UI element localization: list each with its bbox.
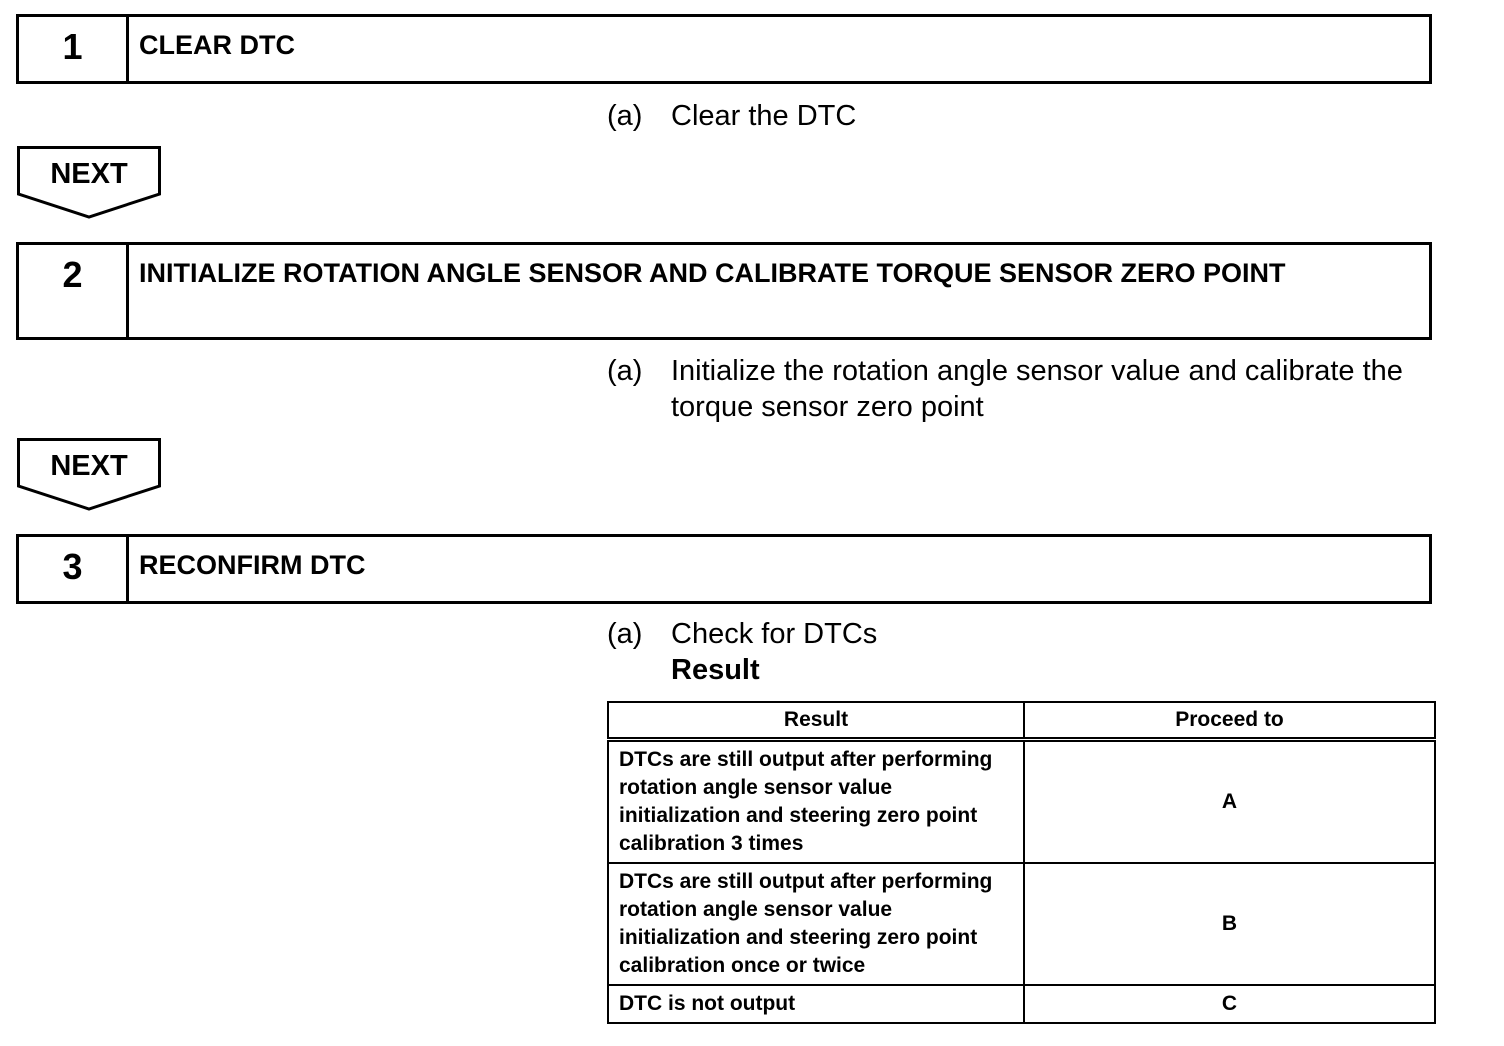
result-cell: DTC is not output	[608, 985, 1024, 1023]
table-row	[608, 863, 1435, 985]
next-label: NEXT	[50, 450, 128, 482]
instruction-label: (a)	[607, 100, 643, 132]
result-table	[607, 701, 1436, 1024]
step-1-header	[16, 14, 1432, 84]
column-header-proceed: Proceed to	[1024, 702, 1435, 740]
step-title: INITIALIZE ROTATION ANGLE SENSOR AND CALIBRATE TORQUE SENSOR ZERO POINT	[139, 258, 1286, 288]
proceed-cell: B	[1024, 863, 1435, 985]
result-cell: DTCs are still output after performing rotation angle sensor value initialization and steering zero point calibration once or twice	[608, 863, 1024, 985]
step-number: 2	[19, 245, 129, 337]
next-label: NEXT	[50, 158, 128, 190]
result-cell: DTCs are still output after performing rotation angle sensor value initialization and steering zero point calibration 3 times	[608, 740, 1024, 864]
instruction-text: Initialize the rotation angle sensor value and calibrate the torque sensor zero point	[671, 355, 1403, 423]
next-arrow-2	[17, 438, 163, 512]
table-header-row	[608, 702, 1435, 740]
instruction-label: (a)	[607, 355, 643, 387]
proceed-cell: C	[1024, 985, 1435, 1023]
step-2-instruction	[607, 353, 1437, 425]
instruction-text: Clear the DTC	[671, 100, 857, 132]
result-heading: Result	[671, 654, 760, 686]
step-3-instruction	[607, 616, 1437, 652]
table-row	[608, 985, 1435, 1023]
step-3-header	[16, 534, 1432, 604]
column-header-result: Result	[608, 702, 1024, 740]
step-2-header	[16, 242, 1432, 340]
step-title: CLEAR DTC	[139, 30, 295, 60]
step-1-instruction	[607, 98, 1437, 134]
step-title: RECONFIRM DTC	[139, 550, 366, 580]
instruction-label: (a)	[607, 618, 643, 650]
step-number: 1	[19, 17, 129, 81]
proceed-cell: A	[1024, 740, 1435, 864]
instruction-text: Check for DTCs	[671, 618, 878, 650]
table-row	[608, 740, 1435, 864]
next-arrow-1	[17, 146, 163, 220]
step-number: 3	[19, 537, 129, 601]
